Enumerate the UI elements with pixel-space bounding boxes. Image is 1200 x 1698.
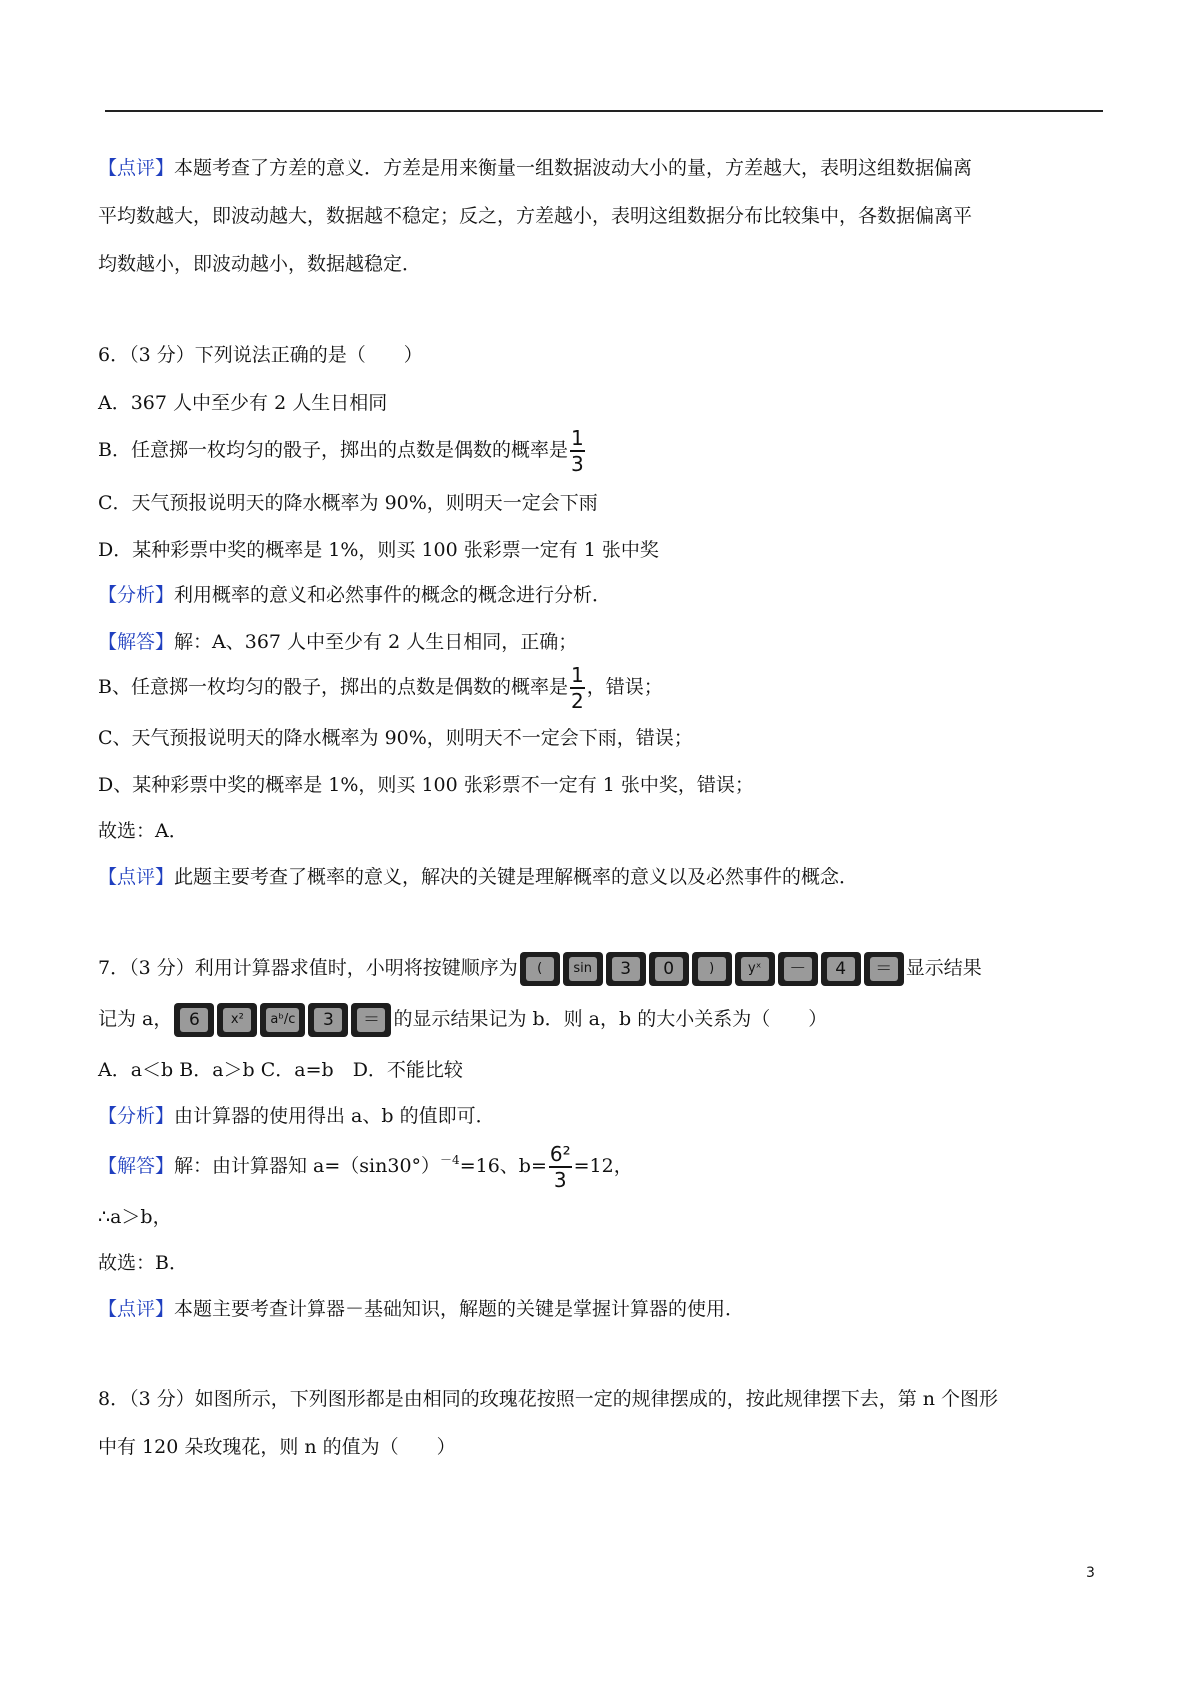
q7-stem-line1 — [98, 952, 982, 986]
answer-text: 解：A、367 人中至少有 2 人生日相同，正确； — [174, 631, 578, 653]
calculator-key-sequence-2 — [174, 1003, 391, 1037]
answer-b-text: B、任意掷一枚均匀的骰子，掷出的点数是偶数的概率是 — [98, 675, 568, 698]
q6-option-a: A．367 人中至少有 2 人生日相同 — [98, 392, 388, 414]
answer-tag: 【解答】 — [98, 1154, 175, 1177]
fraction — [570, 428, 585, 474]
comment-text: 本题主要考查计算器－基础知识，解题的关键是掌握计算器的使用． — [174, 1298, 745, 1320]
comment5-line3: 均数越小，即波动越小，数据越稳定． — [98, 253, 422, 275]
calc-key: ( — [520, 952, 560, 986]
q7-therefore: ∴a＞b， — [98, 1206, 172, 1228]
answer-pre: 解：由计算器知 a=（sin30°） — [174, 1154, 441, 1177]
comment-text: 此题主要考查了概率的意义，解决的关键是理解概率的意义以及必然事件的概念． — [174, 866, 859, 888]
comment-tag: 【点评】 — [98, 866, 175, 888]
fraction — [570, 665, 585, 711]
fraction — [549, 1144, 572, 1190]
q8-stem-line2: 中有 120 朵玫瑰花，则 n 的值为（ ） — [98, 1436, 456, 1458]
q7-analysis — [98, 1103, 495, 1129]
numerator: 1 — [570, 426, 584, 450]
q6-option-d: D．某种彩票中奖的概率是 1%，则买 100 张彩票一定有 1 张中奖 — [98, 539, 659, 561]
comment-text: 本题考查了方差的意义．方差是用来衡量一组数据波动大小的量，方差越大，表明这组数据偏离 — [174, 157, 973, 179]
q7-stem-tail: 显示结果 — [905, 957, 982, 979]
q7-comment — [98, 1296, 744, 1322]
calc-key: ＝ — [351, 1003, 391, 1037]
comment-tag: 【点评】 — [98, 157, 175, 179]
q6-answer-c: C、天气预报说明天的降水概率为 90%，则明天不一定会下雨，错误； — [98, 727, 693, 749]
q6-option-c: C．天气预报说明天的降水概率为 90%，则明天一定会下雨 — [98, 492, 598, 514]
calc-key: ＝ — [864, 952, 904, 986]
calc-key: 3 — [308, 1003, 348, 1037]
analysis-text: 利用概率的意义和必然事件的概念的概念进行分析． — [174, 584, 612, 606]
q7-choose: 故选：B． — [98, 1252, 188, 1274]
q7-stem2-text: 记为 a， — [98, 1008, 173, 1030]
answer-mid: =16、b= — [459, 1154, 547, 1177]
q7-stem-line2 — [98, 1003, 827, 1037]
answer-tag: 【解答】 — [98, 631, 175, 653]
calc-key: 4 — [821, 952, 861, 986]
calc-key: 0 — [649, 952, 689, 986]
q6-comment — [98, 864, 858, 890]
answer-b-tail: ，错误； — [586, 675, 663, 698]
calc-key: － — [778, 952, 818, 986]
analysis-text: 由计算器的使用得出 a、b 的值即可． — [174, 1105, 495, 1127]
q6-answer-d: D、某种彩票中奖的概率是 1%，则买 100 张彩票不一定有 1 张中奖，错误； — [98, 774, 754, 796]
calc-key: x² — [217, 1003, 257, 1037]
numerator: 1 — [570, 663, 584, 687]
comment5-line1 — [98, 155, 972, 181]
denominator: 2 — [570, 688, 584, 713]
q6-option-b-text: B．任意掷一枚均匀的骰子，掷出的点数是偶数的概率是 — [98, 438, 568, 461]
calc-key: sin — [563, 952, 603, 986]
q7-options: A．a＜b B．a＞b C．a=b D．不能比较 — [98, 1059, 463, 1081]
comment5-line2: 平均数越大，即波动越大，数据越不稳定；反之，方差越小，表明这组数据分布比较集中，各数据偏离平 — [98, 205, 973, 227]
denominator: 3 — [570, 451, 584, 476]
header-rule — [105, 110, 1103, 112]
q6-option-b — [98, 428, 587, 474]
analysis-tag: 【分析】 — [98, 1105, 175, 1127]
numerator: 6² — [549, 1142, 571, 1166]
q7-answer — [98, 1144, 633, 1190]
q6-stem: 6．（3 分）下列说法正确的是（ ） — [98, 344, 423, 366]
page-number: 3 — [1086, 1565, 1095, 1581]
analysis-tag: 【分析】 — [98, 584, 175, 606]
q6-answer-a — [98, 629, 577, 655]
calc-key: 6 — [174, 1003, 214, 1037]
q8-stem-line1: 8．（3 分）如图所示，下列图形都是由相同的玫瑰花按照一定的规律摆成的，按此规律摆下去，第 n 个图形 — [98, 1388, 999, 1410]
denominator: 3 — [553, 1167, 567, 1192]
q6-choose: 故选：A． — [98, 820, 188, 842]
comment-tag: 【点评】 — [98, 1298, 175, 1320]
calc-key: aᵇ/c — [260, 1003, 305, 1037]
q6-answer-b — [98, 665, 663, 711]
calc-key: ) — [692, 952, 732, 986]
calculator-key-sequence-1 — [520, 952, 904, 986]
q7-stem2-tail: 的显示结果记为 b．则 a，b 的大小关系为（ ） — [393, 1008, 828, 1030]
calc-key: 3 — [606, 952, 646, 986]
q6-analysis — [98, 582, 611, 608]
answer-tail: =12， — [573, 1154, 633, 1177]
exponent: －4 — [440, 1152, 460, 1167]
q7-stem-text: 7．（3 分）利用计算器求值时，小明将按键顺序为 — [98, 957, 518, 979]
calc-key: yˣ — [735, 952, 775, 986]
